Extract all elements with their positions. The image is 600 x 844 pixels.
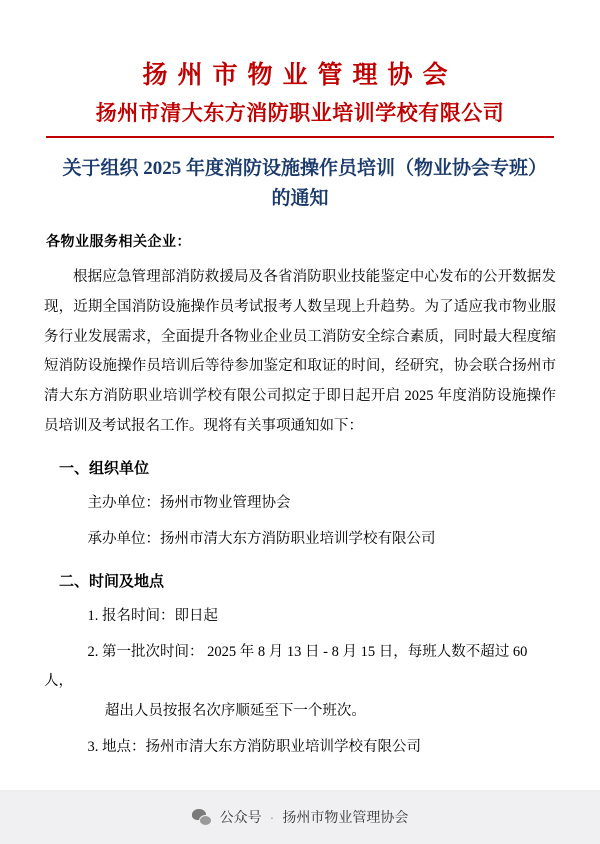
red-divider [46, 136, 554, 138]
footer-separator: · [269, 809, 275, 825]
organization-title: 扬州市物业管理协会 [142, 62, 458, 89]
school-title: 扬州市清大东方消防职业培训学校有限公司 [95, 101, 505, 125]
body-paragraph: 根据应急管理部消防救援局及各省消防职业技能鉴定中心发布的公开数据发现，近期全国消防设施操作员考试报考人数呈现上升趋势。为了适应我市物业服务行业发展需求，全面提升各物业企业员工消防安全综合素质，同时最大程度缩短消防设施操作员培训后等待参加鉴定和取证的时间，经研究，协会联合扬州市清大东方消防职业培训学校有限公司拟定于即日起开启 2025 年度消防设施操作员培训及考试报名工作。现将有关事项通知如下： [44, 269, 556, 434]
footer-prefix: 公众号 [219, 809, 262, 825]
list-item [44, 638, 556, 727]
footer-account [192, 807, 409, 827]
list-item: 承办单位：扬州市清大东方消防职业培训学校有限公司 [87, 530, 436, 547]
section-heading-organizers: 一、组织单位 [59, 460, 150, 477]
list-item-continuation: 超出人员按报名次序顺延至下一个班次。 [104, 703, 366, 720]
list-item: 3. 地点：扬州市清大东方消防职业培训学校有限公司 [87, 738, 421, 755]
footer-bar [0, 790, 600, 844]
wechat-icon [192, 809, 212, 826]
footer-account-name: 扬州市物业管理协会 [282, 809, 409, 825]
section-heading-time-place: 二、时间及地点 [59, 573, 165, 590]
list-item: 主办单位：扬州市物业管理协会 [87, 495, 291, 512]
list-item: 1. 报名时间：即日起 [87, 608, 218, 625]
addressee-line: 各物业服务相关企业： [46, 235, 191, 251]
list-item-text: 2. 第一批次时间： 2025 年 8 月 13 日 - 8 月 15 日，每班人数不超过 60 人， [44, 643, 528, 690]
page-title: 关于组织 2025 年度消防设施操作员培训（物业协会专班）的通知 [62, 158, 538, 209]
